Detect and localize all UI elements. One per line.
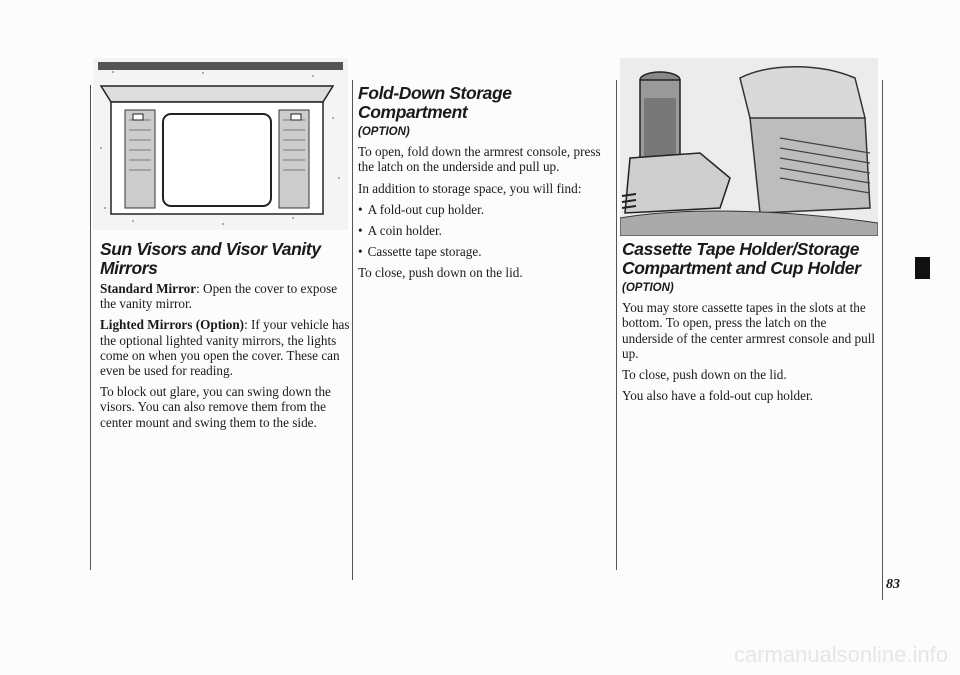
cup-holder-illustration (620, 58, 878, 236)
option-label: (OPTION) (358, 126, 410, 138)
list-item: • A fold-out cup holder. (358, 202, 614, 217)
paragraph-storage-intro: In addition to storage space, you will find: (358, 180, 582, 196)
section-tab-marker (915, 257, 930, 279)
column-rule-right (616, 80, 617, 570)
term-standard-mirror: Standard Mirror (100, 281, 197, 296)
option-label: (OPTION) (622, 282, 674, 294)
column-rule-far-right (882, 80, 883, 600)
footer-watermark: carmanualsonline.info (733, 642, 948, 667)
text: : If your vehicle has the optional lighted vanity mirrors, the lights come on when you open the cover. These can even be used for reading. (100, 317, 350, 379)
term-lighted-mirrors: Lighted Mirrors (Option) (100, 317, 245, 333)
paragraph-cassette-open: You may store cassette tapes in the slots at the bottom. To open, press the latch on the underside of the center armrest console and pull up. (622, 300, 876, 361)
paragraph-close-instructions: To close, push down on the lid. (358, 265, 523, 281)
column-rule-middle (352, 80, 353, 580)
page-number: 83 (886, 577, 900, 592)
column-rule-left (90, 85, 91, 570)
paragraph-lighted-mirrors (100, 317, 350, 378)
section-heading-fold-down-storage: Fold-Down Storage Compartment (358, 83, 512, 122)
heading-line: Cassette Tape Holder/Storage (622, 239, 860, 259)
section-heading-sun-visors (100, 240, 350, 278)
right-column (622, 240, 880, 409)
paragraph-glare: To block out glare, you can swing down the visors. You can also remove them from the center mount and swing them to the side. (100, 384, 331, 430)
heading-line: Compartment and Cup Holder (622, 258, 861, 278)
text: : Open the cover to expose the vanity mirror. (100, 281, 338, 312)
sun-visor-illustration (93, 58, 348, 230)
feature-list (358, 202, 614, 260)
list-item: • Cassette tape storage. (358, 244, 614, 259)
middle-column (358, 84, 614, 287)
heading-line: Mirrors (100, 258, 158, 278)
list-item: • A coin holder. (358, 223, 614, 238)
paragraph-open-instructions: To open, fold down the armrest console, press the latch on the underside and pull up. (358, 144, 601, 175)
section-heading-cassette-holder (622, 240, 880, 278)
paragraph-cassette-close: To close, push down on the lid. (622, 367, 787, 383)
paragraph-standard-mirror (100, 281, 350, 311)
heading-line: Sun Visors and Visor Vanity (100, 239, 321, 259)
paragraph-cup-holder: You also have a fold-out cup holder. (622, 388, 813, 404)
left-column (100, 240, 350, 436)
